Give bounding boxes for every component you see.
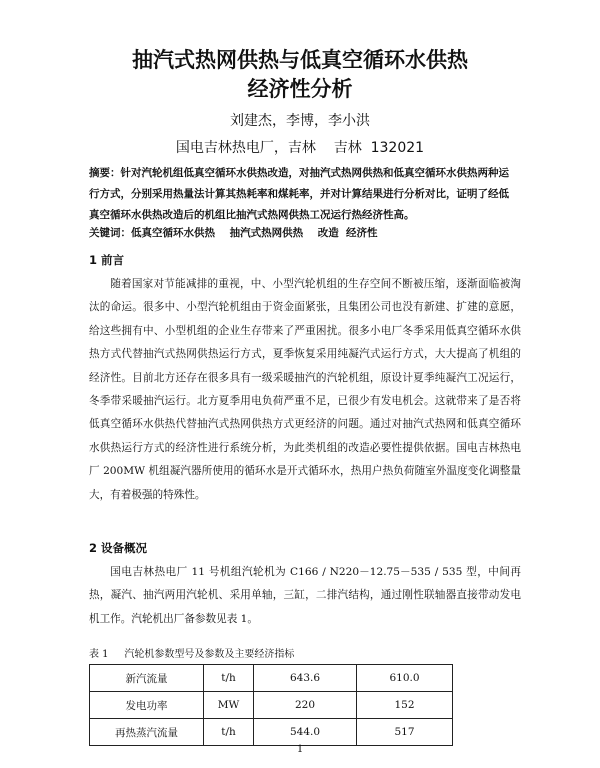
table-cell-param: 发电功率	[90, 692, 204, 719]
paper-title-line-1: 抽汽式热网供热与低真空循环水供热	[132, 48, 468, 72]
table-cell-value-2: 517	[357, 719, 453, 746]
section-heading-equipment: 2 设备概况	[89, 541, 148, 555]
affiliation: 国电吉林热电厂，吉林 吉林 132021	[175, 140, 425, 156]
table-row	[90, 692, 453, 719]
table-row	[90, 719, 453, 746]
table-cell-param: 再热蒸汽流量	[90, 719, 204, 746]
page-number: 1	[296, 744, 304, 755]
table-row	[90, 665, 453, 692]
parameter-table	[89, 664, 453, 746]
paper-title-line-2: 经济性分析	[247, 77, 353, 101]
section-heading-introduction: 1 前言	[89, 253, 125, 267]
table-cell-unit: MW	[204, 692, 254, 719]
abstract: 摘要：针对汽轮机组低真空循环水供热改造，对抽汽式热网供热和低真空循环水供热两种运行方式，分别采用热量法计算其热耗率和煤耗率，并对计算结果进行分析对比，证明了经低真空循环水供热改造后的机组比抽汽式热网供热工况运行热经济性高。	[89, 167, 509, 221]
table-cell-param: 新汽流量	[90, 665, 204, 692]
keywords: 关键词：低真空循环水供热 抽汽式热网供热 改造 经济性	[89, 227, 378, 239]
table-cell-unit: t/h	[204, 719, 254, 746]
table-caption: 表 1 汽轮机参数型号及参数及主要经济指标	[89, 649, 295, 660]
table-cell-value-2: 152	[357, 692, 453, 719]
section-body-introduction: 随着国家对节能减排的重视，中、小型汽轮机组的生存空间不断被压缩，逐渐面临被淘汰的命运。很多中、小型汽轮机组由于资金面紧张，且集团公司也没有新建、扩建的意愿，给这些拥有中、小型机组的企业生存带来了严重困扰。很多小电厂冬季采用低真空循环水供热方式代替抽汽式热网供热运行方式，夏季恢复采用纯凝汽式运行方式，大大提高了机组的经济性。目前北方还存在很多具有一级采暖抽汽的汽轮机组，原设计夏季纯凝汽工况运行，冬季带采暖抽汽运行。北方夏季用电负荷严重不足，已很少有发电机会。这就带来了是否将低真空循环水供热代替抽汽式热网供热方式更经济的问题。通过对抽汽式热网和低真空循环水供热运行方式的经济性进行系统分析，为此类机组的改造必要性提供依据。国电吉林热电厂 200MW 机组凝汽器所使用的循环水是开式循环水，热用户热负荷随室外温度变化调整量大，有着极强的特殊性。	[89, 278, 521, 501]
table-cell-value-1: 220	[254, 692, 357, 719]
table-cell-unit: t/h	[204, 665, 254, 692]
table-cell-value-1: 643.6	[254, 665, 357, 692]
section-body-equipment: 国电吉林热电厂 11 号机组汽轮机为 C166 / N220－12.75－535 / 535 型，中间再热，凝汽、抽汽两用汽轮机、采用单轴，三缸，二排汽结构，通过刚性联轴器直接带动发电机工作。汽轮机出厂备参数见表 1。	[89, 566, 521, 625]
table-cell-value-1: 544.0	[254, 719, 357, 746]
authors: 刘建杰，李博，李小洪	[230, 113, 370, 129]
table-cell-value-2: 610.0	[357, 665, 453, 692]
